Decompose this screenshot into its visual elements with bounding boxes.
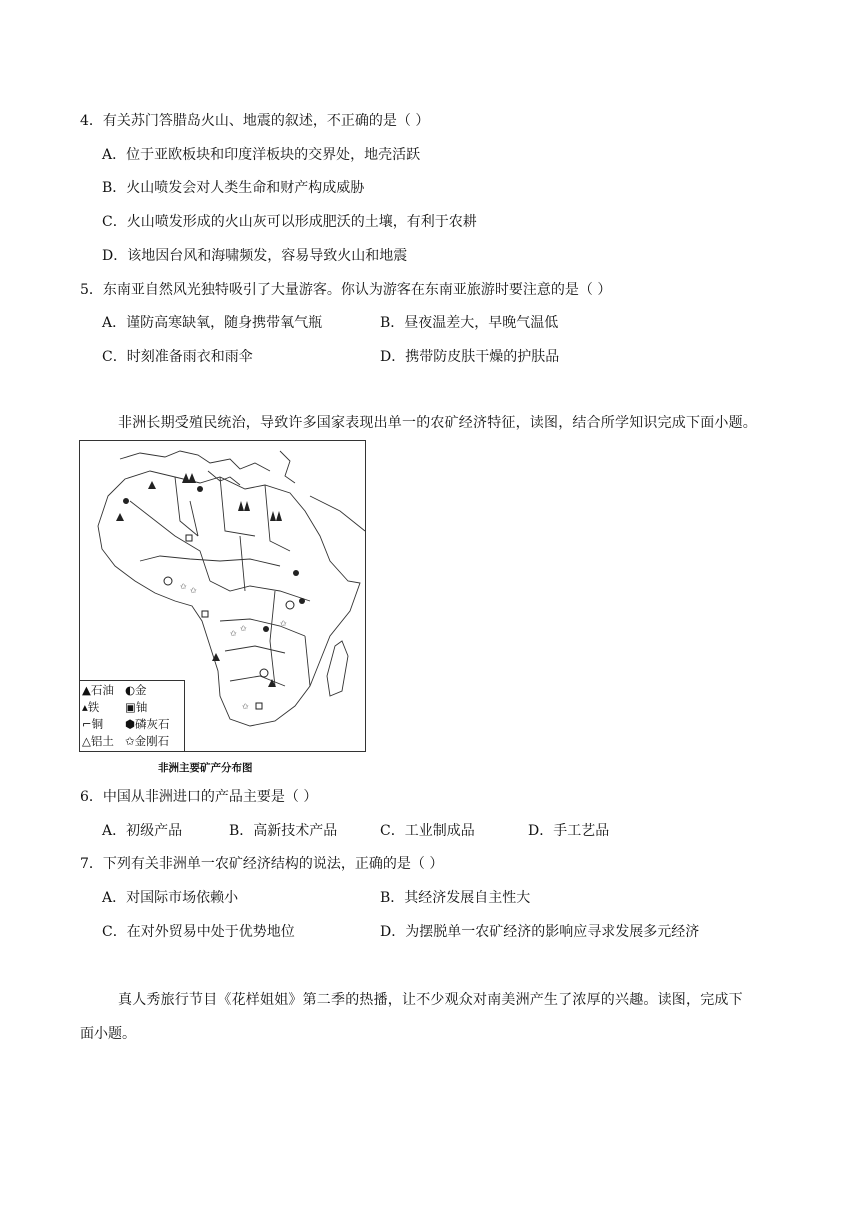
map-legend — [80, 680, 185, 751]
question-6-option-b: B．高新技术产品 — [229, 823, 338, 839]
question-5-option-c: C．时刻准备雨衣和雨伞 — [102, 349, 253, 365]
question-5-option-a: A．谨防高寒缺氧，随身携带氧气瓶 — [102, 315, 323, 331]
question-4-option-d: D．该地因台风和海啸频发，容易导致火山和地震 — [102, 248, 408, 264]
south-america-intro-line1: 真人秀旅行节目《花样姐姐》第二季的热播，让不少观众对南美洲产生了浓厚的兴趣。读图，完成下 — [118, 992, 743, 1008]
legend-gold: 金 — [135, 683, 147, 697]
question-7-option-c: C．在对外贸易中处于优势地位 — [102, 924, 295, 940]
question-7-option-d: D．为摆脱单一农矿经济的影响应寻求发展多元经济 — [380, 924, 700, 940]
question-6-option-c: C．工业制成品 — [380, 823, 475, 839]
svg-text:✩: ✩ — [230, 629, 237, 638]
star-icon: ✩ — [125, 734, 135, 748]
question-7-option-a: A．对国际市场依赖小 — [102, 890, 239, 906]
question-6-option-a: A．初级产品 — [102, 823, 183, 839]
question-6-stem: 6．中国从非洲进口的产品主要是（ ） — [80, 789, 318, 805]
legend-uranium: 铀 — [135, 700, 148, 714]
svg-text:✩: ✩ — [240, 624, 247, 633]
question-6-option-d: D．手工艺品 — [528, 823, 610, 839]
question-4-stem: 4．有关苏门答腊岛火山、地震的叙述，不正确的是（ ） — [80, 113, 430, 129]
africa-intro-text: 非洲长期受殖民统治，导致许多国家表现出单一的农矿经济特征，读图，结合所学知识完成下面小题。 — [118, 415, 757, 431]
question-4-option-a: A．位于亚欧板块和印度洋板块的交界处，地壳活跃 — [102, 147, 421, 163]
dash-icon: ⌐ — [82, 717, 92, 731]
question-4-option-b: B．火山喷发会对人类生命和财产构成威胁 — [102, 180, 365, 196]
triangle-icon: ▴ — [82, 700, 88, 714]
question-5-option-d: D．携带防皮肤干燥的护肤品 — [380, 349, 560, 365]
legend-phosphate: 磷灰石 — [135, 717, 170, 731]
svg-text:✩: ✩ — [242, 702, 249, 711]
square-dot-icon: ▣ — [125, 700, 136, 714]
legend-diamond: 金刚石 — [134, 734, 170, 748]
svg-text:✩: ✩ — [190, 586, 197, 595]
legend-iron: 铁 — [87, 700, 100, 714]
oil-derrick-icon: ▲ — [82, 683, 91, 697]
legend-bauxite: 铝土 — [90, 734, 114, 748]
svg-text:✩: ✩ — [180, 582, 187, 591]
outline-triangle-icon: △ — [82, 734, 91, 748]
south-america-intro-line2: 面小题。 — [80, 1026, 136, 1042]
question-7-stem: 7．下列有关非洲单一农矿经济结构的说法，正确的是（ ） — [80, 856, 444, 872]
question-5-stem: 5．东南亚自然风光独特吸引了大量游客。你认为游客在东南亚旅游时要注意的是（ ） — [80, 282, 612, 298]
legend-copper: 铜 — [91, 717, 104, 731]
svg-text:✩: ✩ — [280, 619, 287, 628]
legend-oil: 石油 — [90, 683, 114, 697]
hexagon-icon: ⬢ — [125, 717, 136, 731]
map-caption: 非洲主要矿产分布图 — [158, 762, 253, 774]
half-circle-icon: ◐ — [125, 683, 136, 697]
africa-mineral-map — [79, 440, 366, 752]
question-4-option-c: C．火山喷发形成的火山灰可以形成肥沃的土壤，有利于农耕 — [102, 214, 477, 230]
question-7-option-b: B．其经济发展自主性大 — [380, 890, 531, 906]
question-5-option-b: B．昼夜温差大，早晚气温低 — [380, 315, 559, 331]
